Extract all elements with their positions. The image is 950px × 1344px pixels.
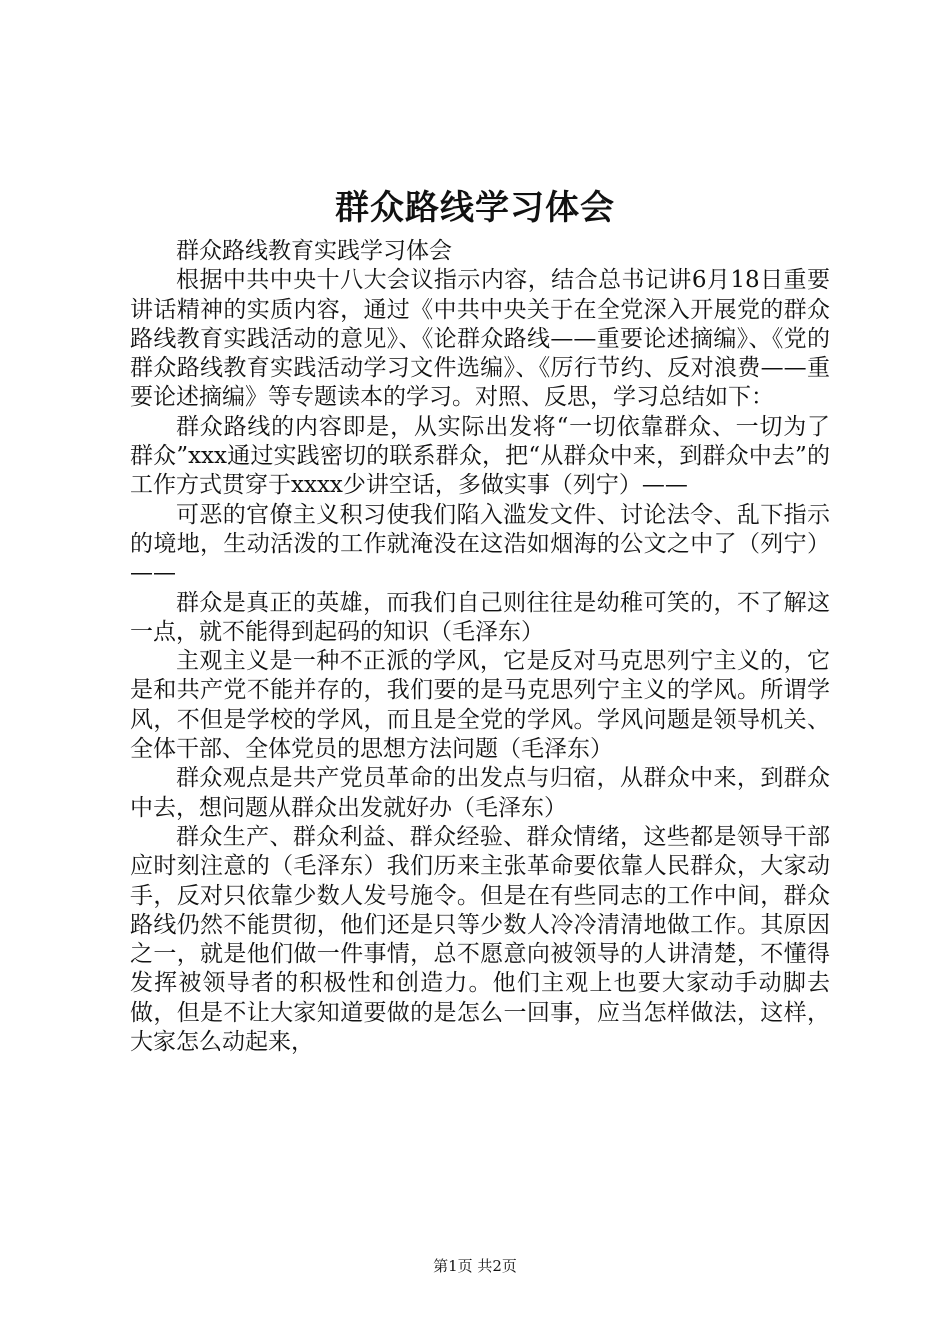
document-body — [130, 237, 830, 1057]
page-number-footer: 第1页 共2页 — [433, 1257, 517, 1275]
subtitle-paragraph: 群众路线教育实践学习体会 — [176, 238, 452, 264]
body-paragraph: 可恶的官僚主义积习使我们陷入滥发文件、讨论法令、乱下指示的境地，生动活泼的工作就淹没在这浩如烟海的公文之中了（列宁）—— — [130, 501, 830, 587]
body-paragraph: 群众路线的内容即是，从实际出发将“一切依靠群众、一切为了群众”xxx通过实践密切的联系群众，把“从群众中来，到群众中去”的工作方式贯穿于xxxx少讲空话，多做实事（列宁）—— — [130, 413, 830, 499]
body-paragraph: 群众生产、群众利益、群众经验、群众情绪，这些都是领导干部应时刻注意的（毛泽东）我们历来主张革命要依靠人民群众，大家动手，反对只依靠少数人发号施令。但是在有些同志的工作中间，群众路线仍然不能贯彻，他们还是只等少数人冷冷清清地做工作。其原因之一，就是他们做一件事情，总不愿意向被领导的人讲清楚，不懂得发挥被领导者的积极性和创造力。他们主观上也要大家动手动脚去做，但是不让大家知道要做的是怎么一回事，应当怎样做法，这样，大家怎么动起来， — [130, 823, 830, 1056]
body-paragraph: 群众是真正的英雄，而我们自己则往往是幼稚可笑的，不了解这一点，就不能得到起码的知识（毛泽东） — [130, 589, 830, 645]
body-paragraph: 根据中共中央十八大会议指示内容，结合总书记讲6月18日重要讲话精神的实质内容，通过《中共中央关于在全党深入开展党的群众路线教育实践活动的意见》、《论群众路线——重要论述摘编》、《党的群众路线教育实践活动学习文件选编》、《厉行节约、反对浪费——重要论述摘编》等专题读本的学习。对照、反思，学习总结如下： — [130, 267, 830, 411]
body-paragraph: 主观主义是一种不正派的学风，它是反对马克思列宁主义的，它是和共产党不能并存的，我们要的是马克思列宁主义的学风。所谓学风，不但是学校的学风，而且是全党的学风。学风问题是领导机关、全体干部、全体党员的思想方法问题（毛泽东） — [130, 648, 830, 763]
body-paragraph: 群众观点是共产党员革命的出发点与归宿，从群众中来，到群众中去，想问题从群众出发就好办（毛泽东） — [130, 765, 830, 821]
page-title: 群众路线学习体会 — [335, 188, 615, 228]
